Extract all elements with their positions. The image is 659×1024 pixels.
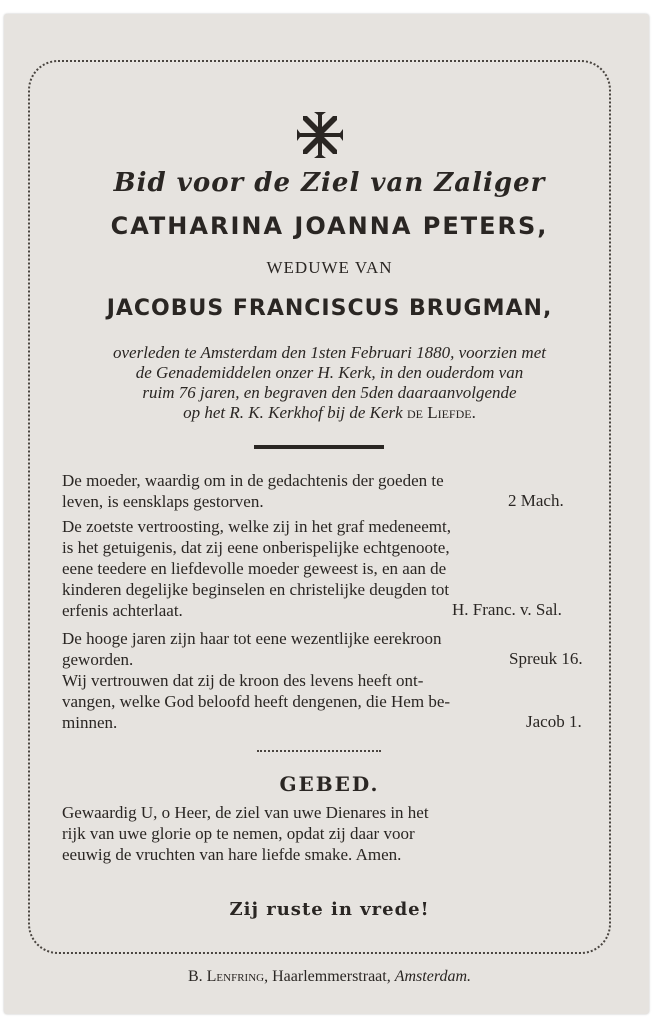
- paragraph-2-line: eene teedere en liefdevolle moeder geweest is, en aan de: [62, 559, 447, 578]
- paragraph-4-line: minnen.: [62, 713, 118, 732]
- paragraph-3-line: De hooge jaren zijn haar tot eene wezentlijke eerekroon: [62, 629, 442, 648]
- bio-line-1: overleden te Amsterdam den 1sten Februari 1880, voorzien met: [113, 343, 546, 362]
- bio-line-3: ruim 76 jaren, en begraven den 5den daaraanvolgende: [142, 383, 517, 402]
- bio-line-4: [0, 403, 659, 423]
- paragraph-2-line: kinderen degelijke beginselen en christelijke deugden tot: [62, 580, 450, 599]
- prayer-line: Gewaardig U, o Heer, de ziel van uwe Dienares in het: [62, 803, 429, 822]
- prayer-line: rijk van uwe glorie op te nemen, opdat zij daar voor: [62, 824, 415, 843]
- paragraph-1-line: De moeder, waardig om in de gedachtenis der goeden te: [62, 471, 444, 490]
- church-name: de Liefde.: [406, 403, 476, 422]
- deceased-name: CATHARINA JOANNA PETERS,: [110, 212, 549, 240]
- paragraph-2-line: erfenis achterlaat.: [62, 601, 183, 620]
- reference-2: H. Franc. v. Sal.: [452, 600, 562, 619]
- paragraph-3-line: geworden.: [62, 650, 134, 669]
- dotted-divider: [257, 750, 381, 752]
- husband-name: JACOBUS FRANCISCUS BRUGMAN,: [106, 296, 553, 321]
- paragraph-2-line: is het getuigenis, dat zij eene onberispelijke echtgenoote,: [62, 538, 450, 557]
- bio-line-4-text: op het R. K. Kerkhof bij de Kerk: [183, 403, 407, 422]
- divider-bar: [254, 445, 384, 449]
- paragraph-2-line: De zoetste vertroosting, welke zij in het graf medeneemt,: [62, 517, 451, 536]
- cross-pattee-icon: [297, 112, 343, 158]
- reference-1: 2 Mach.: [508, 491, 564, 510]
- paragraph-4-line: Wij vertrouwen dat zij de kroon des levens heeft ont-: [62, 671, 424, 690]
- widow-of-label: WEDUWE VAN: [266, 258, 393, 277]
- paragraph-1-line: leven, is eensklaps gestorven.: [62, 492, 264, 511]
- bio-line-2: de Genademiddelen onzer H. Kerk, in den ouderdom van: [135, 363, 524, 382]
- prayer-title: GEBED.: [279, 772, 380, 796]
- prayer-text: [62, 802, 608, 865]
- closing-line: Zij ruste in vrede!: [229, 899, 430, 920]
- printer-imprint: [0, 968, 659, 986]
- printer-city: Amsterdam.: [394, 968, 472, 985]
- prayer-line: eeuwig de vruchten van hare liefde smake. Amen.: [62, 845, 402, 864]
- reference-3: Spreuk 16.: [509, 649, 583, 668]
- paragraph-4-line: vangen, welke God beloofd heeft dengenen, die Hem be-: [62, 692, 451, 711]
- printer-name: B. Lenfring,: [187, 968, 269, 985]
- printer-street: Haarlemmerstraat,: [268, 968, 395, 985]
- reference-4: Jacob 1.: [526, 712, 582, 731]
- prayer-heading: Bid voor de Ziel van Zaliger: [113, 168, 546, 198]
